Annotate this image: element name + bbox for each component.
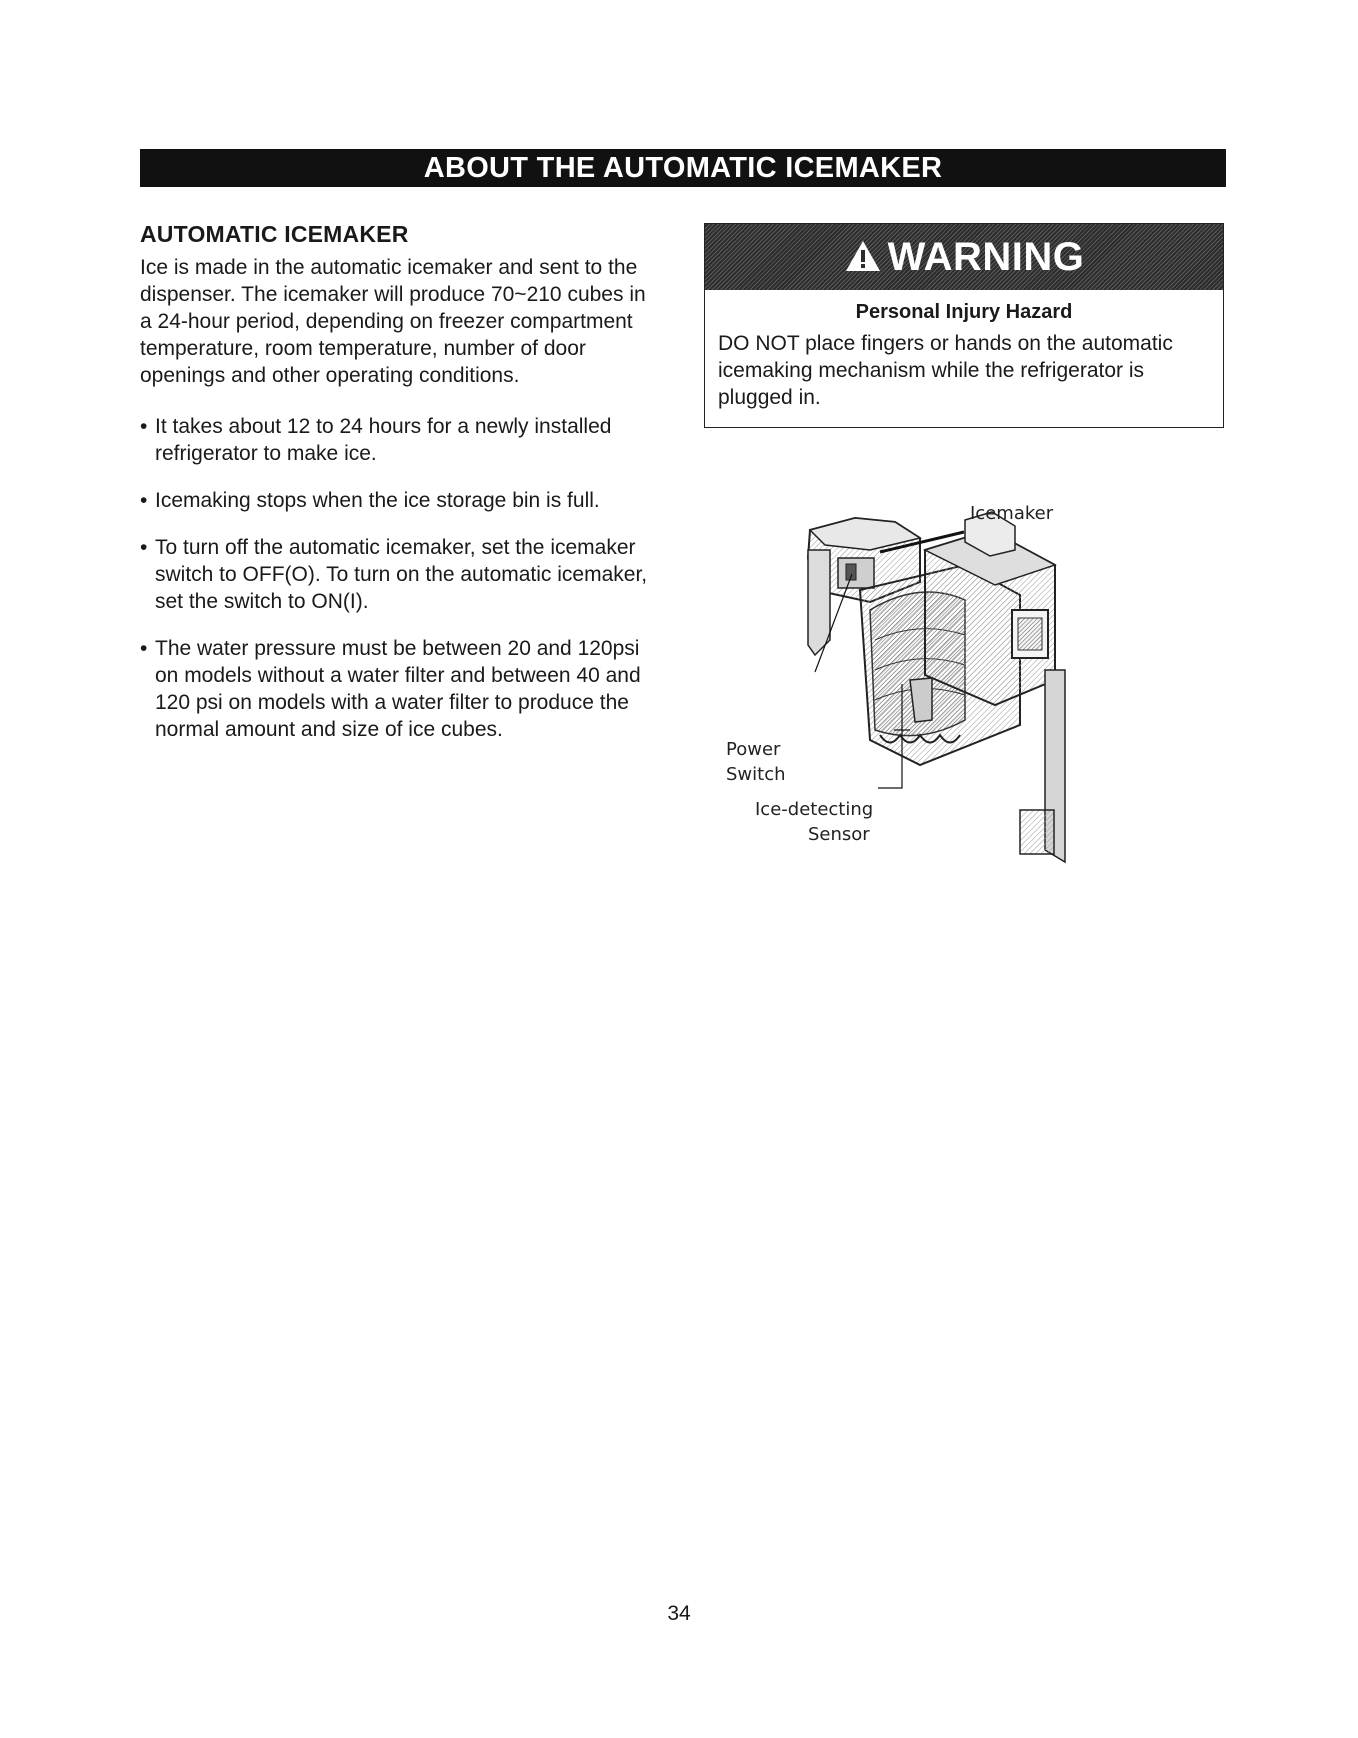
section-heading: AUTOMATIC ICEMAKER [140,221,409,247]
icemaker-diagram [720,490,1140,870]
bullet-text: To turn off the automatic icemaker, set the icemaker switch to OFF(O). To turn on the automatic icemaker, set the switch to ON(I). [155,536,648,613]
left-column [140,220,660,763]
bullet-dot: • [140,415,148,438]
page-number: 34 [667,1602,691,1625]
bullet-dot: • [140,536,148,559]
callout-sensor-line2: Sensor [808,824,870,845]
hazard-text: DO NOT place fingers or hands on the automatic icemaking mechanism while the refrigerator is plugged in. [718,332,1173,409]
callout-power-switch-line1: Power [726,739,781,760]
callout-icemaker: Icemaker [970,503,1054,524]
hazard-title: Personal Injury Hazard [855,301,1073,323]
intro-paragraph: Ice is made in the automatic icemaker and sent to the dispenser. The icemaker will produce 70~210 cubes in a 24-hour period, depending on freezer compartment temperature, room temperature, number of door openings and other operating conditions. [140,256,646,387]
bullet-dot: • [140,637,148,660]
bullet-item [140,534,660,615]
warning-box [704,223,1224,428]
callout-power-switch-line2: Switch [726,764,786,785]
bullet-text: Icemaking stops when the ice storage bin is full. [155,489,600,512]
page-title-bar [140,149,1226,187]
warning-label: WARNING [887,235,1085,279]
bullet-text: It takes about 12 to 24 hours for a newly installed refrigerator to make ice. [155,415,612,465]
bullet-item [140,487,660,514]
bullet-text: The water pressure must be between 20 and 120psi on models without a water filter and between 40 and 120 psi on models with a water filter to produce the normal amount and size of ice cubes. [155,637,641,741]
callout-sensor-line1: Ice-detecting [755,799,874,820]
bullet-item [140,413,660,467]
warning-triangle-icon [844,239,882,273]
bullet-dot: • [140,489,148,512]
bullet-item [140,635,660,743]
warning-header [705,224,1223,290]
page-title: ABOUT THE AUTOMATIC ICEMAKER [423,152,943,184]
bullet-list [140,413,660,743]
